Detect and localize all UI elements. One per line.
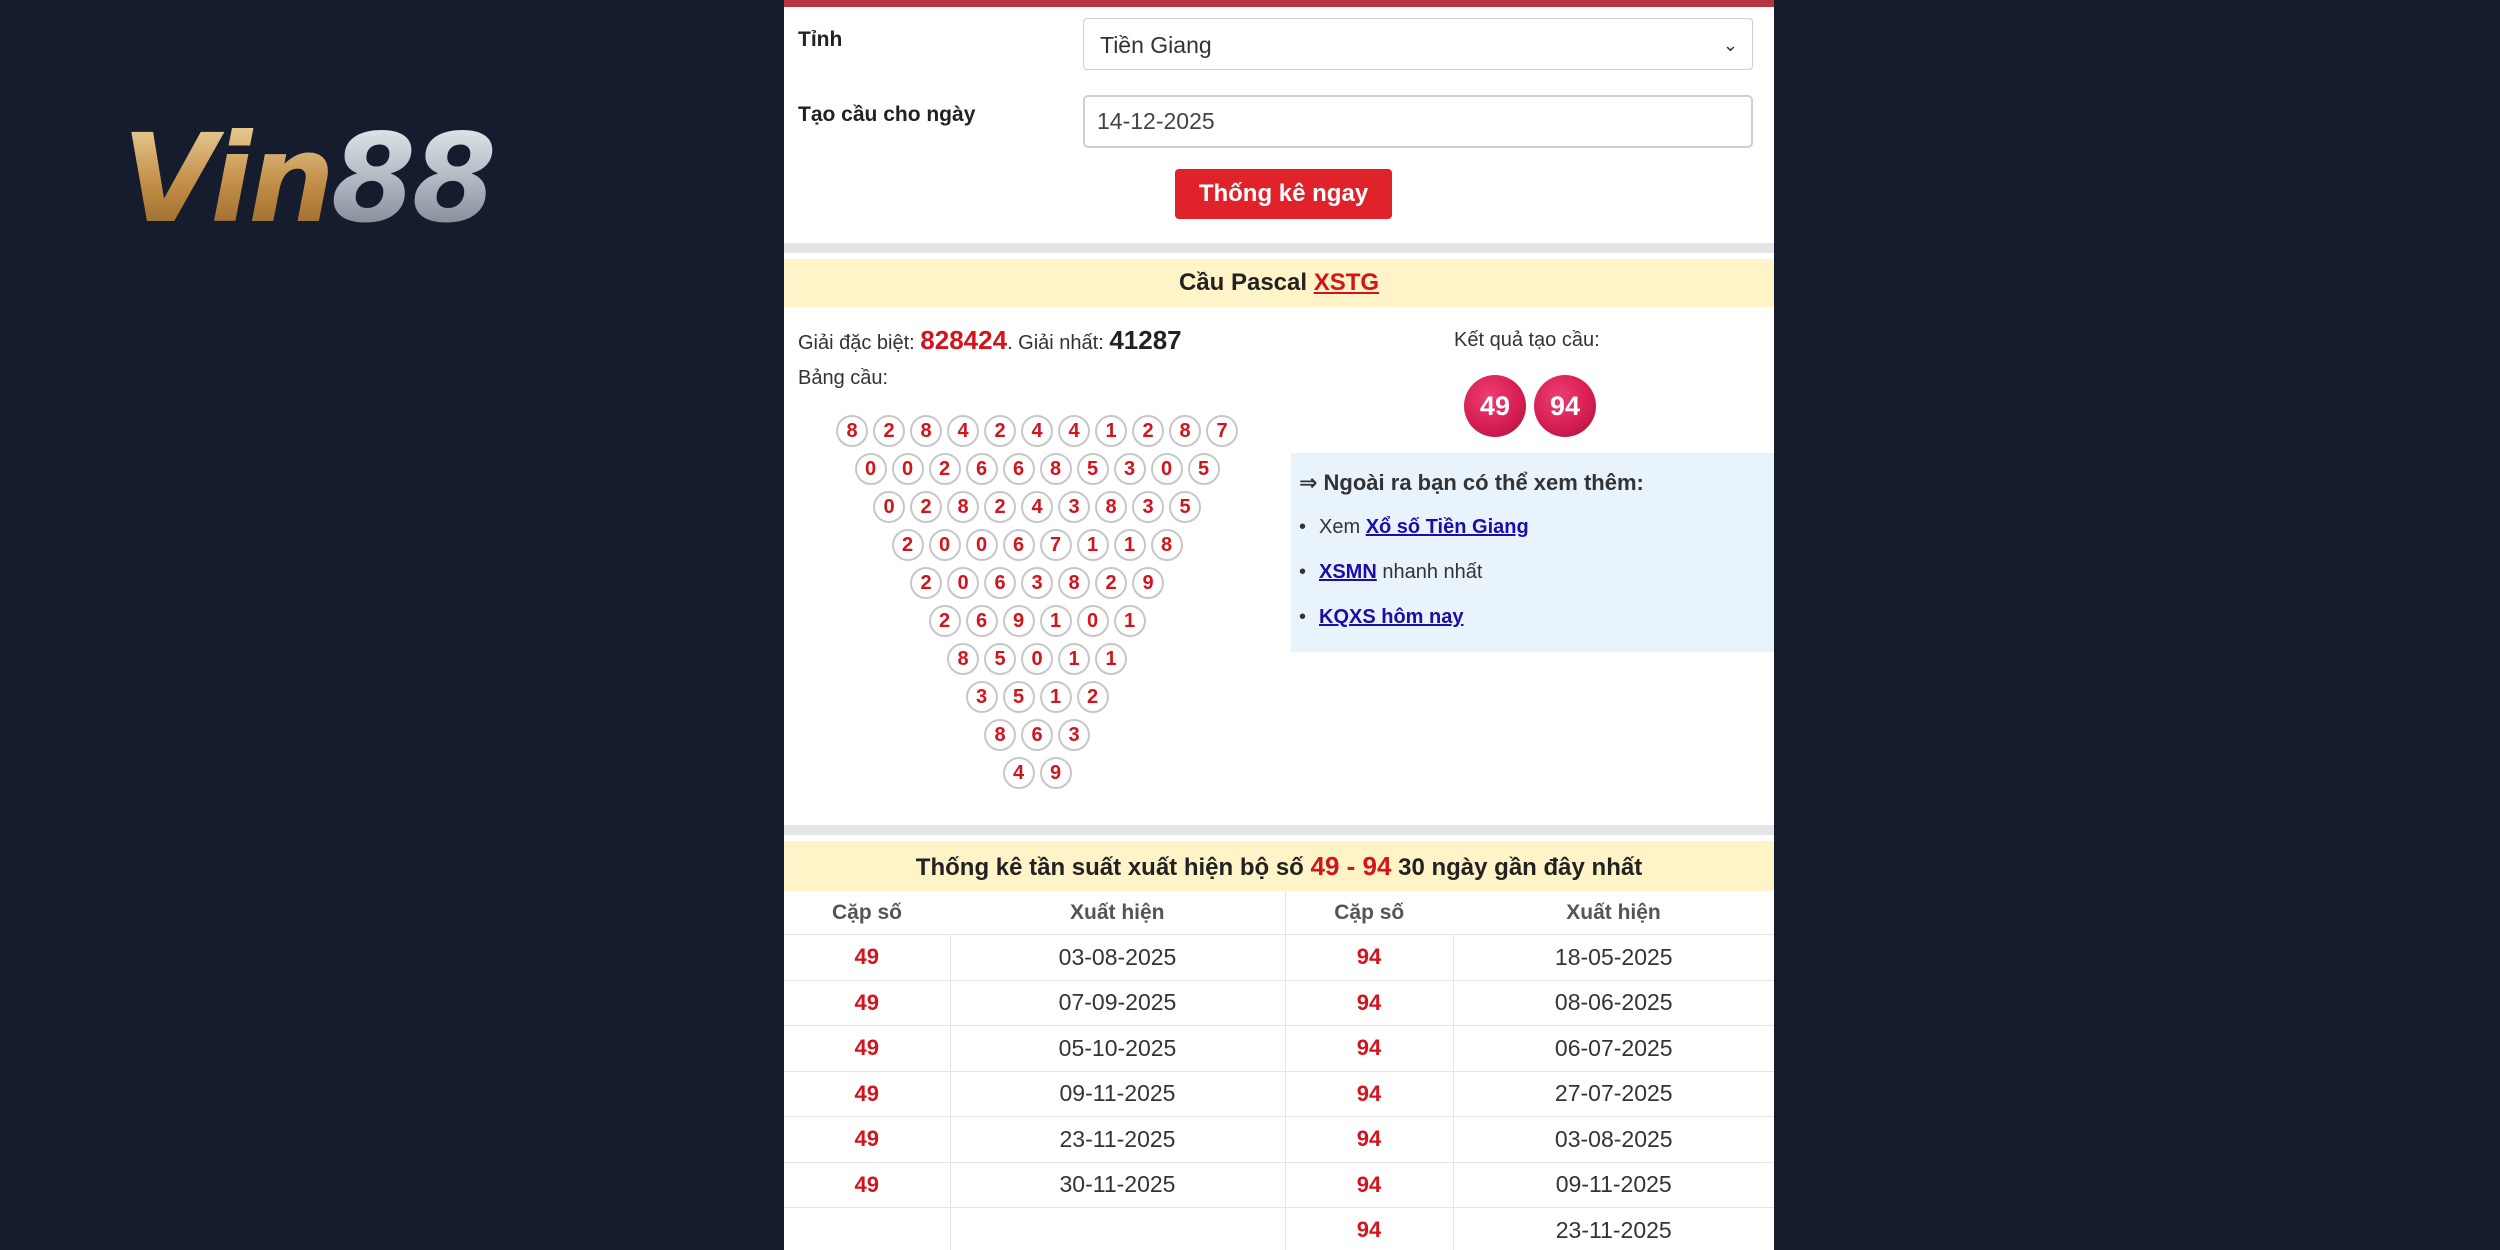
more-link-prefix: Xem xyxy=(1319,516,1366,538)
pascal-cell: 6 xyxy=(1003,453,1035,485)
more-link[interactable]: KQXS hôm nay xyxy=(1319,606,1464,628)
pascal-cell: 5 xyxy=(1077,453,1109,485)
date-cell xyxy=(950,1208,1285,1250)
pascal-cell: 8 xyxy=(947,643,979,675)
province-select-value: Tiền Giang xyxy=(1100,32,1212,58)
pascal-cell: 8 xyxy=(1151,529,1183,561)
table-row xyxy=(784,1208,1774,1250)
pascal-cell: 0 xyxy=(1021,643,1053,675)
column-header: Xuất hiện xyxy=(950,892,1285,935)
pascal-cell: 1 xyxy=(1095,643,1127,675)
province-select[interactable] xyxy=(1083,18,1753,70)
pair-cell: 94 xyxy=(1285,1071,1453,1117)
vin88-logo[interactable] xyxy=(122,108,493,250)
pair-cell: 49 xyxy=(784,1071,950,1117)
submit-button[interactable]: Thống kê ngay xyxy=(1175,169,1392,219)
pascal-cell: 1 xyxy=(1077,529,1109,561)
pascal-cell: 1 xyxy=(1114,529,1146,561)
bullet-icon: • xyxy=(1299,606,1307,628)
section-divider xyxy=(784,243,1774,253)
pascal-cell: 0 xyxy=(947,567,979,599)
more-link-item xyxy=(1299,561,1482,584)
special-prize-label: Giải đặc biệt: xyxy=(798,332,915,354)
pascal-cell: 5 xyxy=(1188,453,1220,485)
pascal-cell: 3 xyxy=(966,681,998,713)
pascal-cell: 6 xyxy=(1003,529,1035,561)
pascal-cell: 6 xyxy=(966,605,998,637)
pascal-cell: 6 xyxy=(966,453,998,485)
more-links-box xyxy=(1291,453,1774,652)
pascal-cell: 1 xyxy=(1040,681,1072,713)
pascal-cell: 3 xyxy=(1058,491,1090,523)
top-accent-bar xyxy=(784,0,1774,7)
bullet-icon: • xyxy=(1299,561,1307,583)
more-link-suffix: nhanh nhất xyxy=(1376,561,1483,583)
pascal-cell: 8 xyxy=(984,719,1016,751)
bullet-icon: • xyxy=(1299,516,1307,538)
chevron-down-icon: ⌄ xyxy=(1722,35,1738,55)
pair-cell: 49 xyxy=(784,1162,950,1208)
pair-cell xyxy=(784,1208,950,1250)
date-cell: 23-11-2025 xyxy=(950,1117,1285,1163)
column-header: Cặp số xyxy=(784,892,950,935)
pascal-cell: 1 xyxy=(1058,643,1090,675)
pascal-cell: 3 xyxy=(1058,719,1090,751)
section-divider xyxy=(784,825,1774,835)
pascal-cell: 2 xyxy=(984,415,1016,447)
pascal-cell: 3 xyxy=(1021,567,1053,599)
pascal-cell: 2 xyxy=(1132,415,1164,447)
pascal-cell: 2 xyxy=(984,491,1016,523)
prize-line xyxy=(798,325,1182,356)
date-cell: 27-07-2025 xyxy=(1453,1071,1774,1117)
result-ball: 49 xyxy=(1464,375,1526,437)
column-header: Xuất hiện xyxy=(1453,892,1774,935)
pascal-cell: 2 xyxy=(892,529,924,561)
pascal-cell: 4 xyxy=(1003,757,1035,789)
pascal-cell: 1 xyxy=(1040,605,1072,637)
pascal-cell: 9 xyxy=(1003,605,1035,637)
date-cell: 09-11-2025 xyxy=(1453,1162,1774,1208)
stats-title-before: Thống kê tần suất xuất hiện bộ số xyxy=(915,854,1304,881)
pascal-cell: 4 xyxy=(1058,415,1090,447)
result-label: Kết quả tạo cầu: xyxy=(1454,329,1600,351)
pascal-cell: 1 xyxy=(1114,605,1146,637)
table-row xyxy=(784,1117,1774,1163)
pascal-cell: 2 xyxy=(910,567,942,599)
pascal-cell: 8 xyxy=(1040,453,1072,485)
pascal-cell: 6 xyxy=(1021,719,1053,751)
pascal-cell: 0 xyxy=(929,529,961,561)
pascal-section-title xyxy=(784,259,1774,307)
pascal-cell: 2 xyxy=(873,415,905,447)
special-prize-value: 828424 xyxy=(920,325,1008,355)
more-link-item xyxy=(1299,516,1529,539)
pascal-cell: 0 xyxy=(855,453,887,485)
pascal-cell: 2 xyxy=(1077,681,1109,713)
pascal-cell: 2 xyxy=(1095,567,1127,599)
pascal-cell: 8 xyxy=(1058,567,1090,599)
pascal-cell: 5 xyxy=(984,643,1016,675)
date-cell: 03-08-2025 xyxy=(950,935,1285,981)
pair-cell: 94 xyxy=(1285,1162,1453,1208)
logo-text-88: 88 xyxy=(330,108,493,250)
table-row xyxy=(784,980,1774,1026)
table-row xyxy=(784,1026,1774,1072)
more-link-item xyxy=(1299,606,1463,629)
pascal-cell: 5 xyxy=(1169,491,1201,523)
pascal-cell: 9 xyxy=(1040,757,1072,789)
pascal-cell: 8 xyxy=(910,415,942,447)
main-panel xyxy=(784,0,1774,1250)
pascal-cell: 8 xyxy=(947,491,979,523)
date-cell: 30-11-2025 xyxy=(950,1162,1285,1208)
pascal-cell: 0 xyxy=(1151,453,1183,485)
pair-cell: 94 xyxy=(1285,980,1453,1026)
pair-cell: 49 xyxy=(784,1117,950,1163)
pair-cell: 49 xyxy=(784,980,950,1026)
table-row xyxy=(784,1162,1774,1208)
pair-cell: 94 xyxy=(1285,1117,1453,1163)
pascal-cell: 0 xyxy=(873,491,905,523)
pair-cell: 49 xyxy=(784,935,950,981)
pascal-cell: 4 xyxy=(1021,415,1053,447)
pascal-title-text: Cầu Pascal xyxy=(1178,269,1308,296)
more-links-title: ⇒ Ngoài ra bạn có thể xem thêm: xyxy=(1299,470,1644,495)
pascal-cell: 2 xyxy=(929,453,961,485)
pascal-cell: 4 xyxy=(947,415,979,447)
stats-header-row xyxy=(784,892,1774,935)
first-prize-value: 41287 xyxy=(1109,325,1182,355)
table-row xyxy=(784,1071,1774,1117)
date-label: Tạo cầu cho ngày xyxy=(798,103,976,126)
pascal-cell: 2 xyxy=(929,605,961,637)
date-cell: 07-09-2025 xyxy=(950,980,1285,1026)
pascal-cell: 7 xyxy=(1040,529,1072,561)
date-cell: 08-06-2025 xyxy=(1453,980,1774,1026)
pascal-cell: 1 xyxy=(1095,415,1127,447)
pascal-title-link[interactable]: XSTG xyxy=(1313,269,1380,296)
more-link[interactable]: Xổ số Tiền Giang xyxy=(1365,516,1529,538)
pascal-cell: 0 xyxy=(1077,605,1109,637)
pair-cell: 94 xyxy=(1285,1026,1453,1072)
date-cell: 05-10-2025 xyxy=(950,1026,1285,1072)
more-link[interactable]: XSMN xyxy=(1319,561,1377,583)
pascal-cell: 8 xyxy=(836,415,868,447)
date-cell: 18-05-2025 xyxy=(1453,935,1774,981)
date-cell: 06-07-2025 xyxy=(1453,1026,1774,1072)
date-cell: 09-11-2025 xyxy=(950,1071,1285,1117)
result-ball: 94 xyxy=(1534,375,1596,437)
pascal-cell: 6 xyxy=(984,567,1016,599)
pascal-cell: 7 xyxy=(1206,415,1238,447)
stats-title-after: 30 ngày gần đây nhất xyxy=(1398,854,1643,881)
pair-cell: 94 xyxy=(1285,1208,1453,1250)
pair-cell: 94 xyxy=(1285,935,1453,981)
pascal-cell: 5 xyxy=(1003,681,1035,713)
stats-section-title xyxy=(784,841,1774,891)
stats-table xyxy=(784,892,1774,1250)
first-prize-label: . Giải nhất: xyxy=(1007,332,1104,354)
table-row xyxy=(784,935,1774,981)
pascal-cell: 8 xyxy=(1095,491,1127,523)
date-cell: 23-11-2025 xyxy=(1453,1208,1774,1250)
pascal-cell: 0 xyxy=(892,453,924,485)
pascal-cell: 4 xyxy=(1021,491,1053,523)
pascal-cell: 2 xyxy=(910,491,942,523)
pascal-cell: 9 xyxy=(1132,567,1164,599)
stats-title-pair: 49 - 94 xyxy=(1310,851,1392,881)
date-input[interactable]: 14-12-2025 xyxy=(1083,95,1753,148)
pascal-cell: 3 xyxy=(1132,491,1164,523)
date-cell: 03-08-2025 xyxy=(1453,1117,1774,1163)
province-label: Tỉnh xyxy=(798,28,843,51)
pascal-cell: 8 xyxy=(1169,415,1201,447)
pascal-cell: 0 xyxy=(966,529,998,561)
column-header: Cặp số xyxy=(1285,892,1453,935)
pair-cell: 49 xyxy=(784,1026,950,1072)
board-label: Bảng cầu: xyxy=(798,367,889,389)
logo-text-vin: Vin xyxy=(122,108,331,250)
pascal-cell: 3 xyxy=(1114,453,1146,485)
